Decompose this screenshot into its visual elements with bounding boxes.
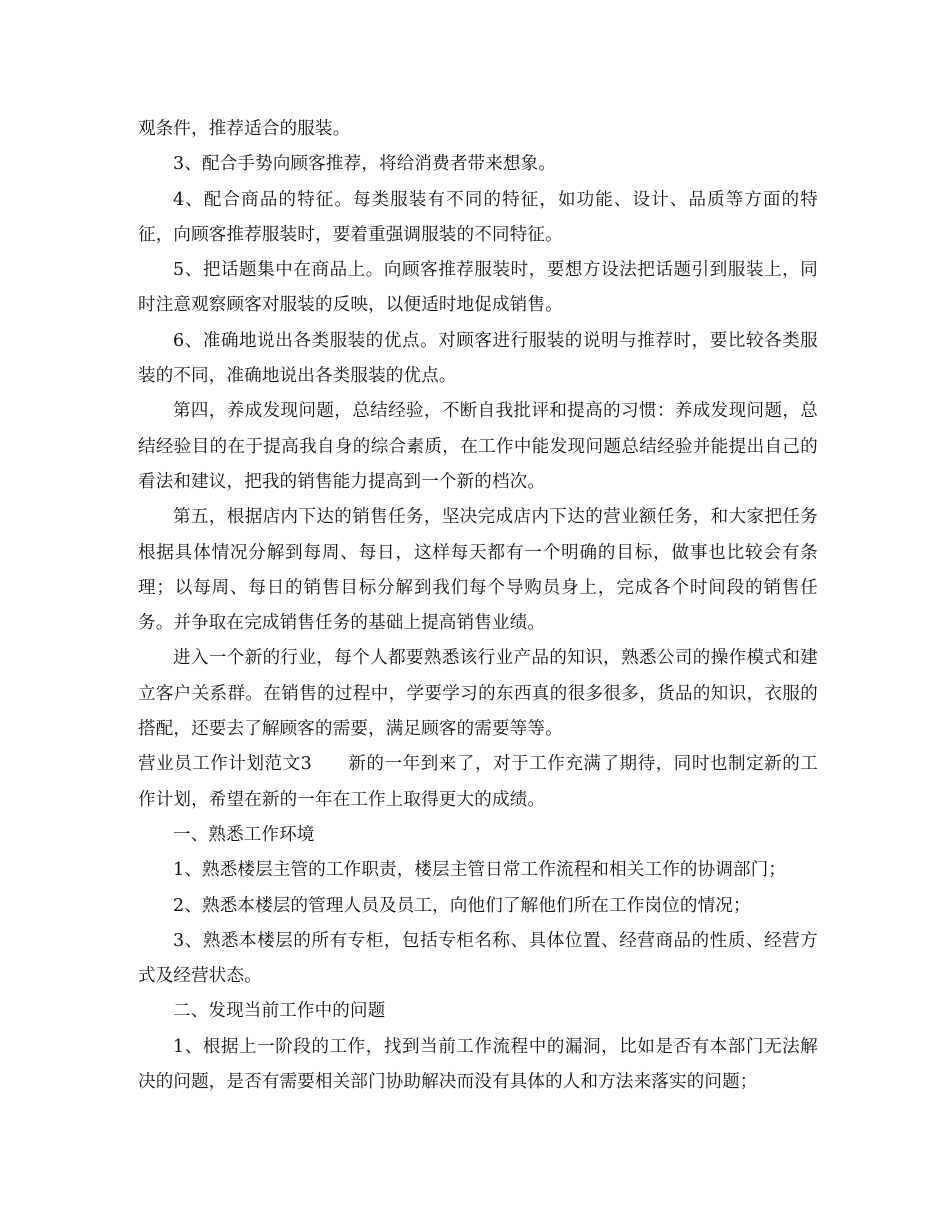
paragraph: 第四，养成发现问题，总结经验，不断自我批评和提高的习惯：养成发现问题，总结经验目的在于提高我自身的综合素质，在工作中能发现问题总结经验并能提出自己的看法和建议，把我的销售能力提高到一个新的档次。 [138,401,818,492]
paragraph: 3、配合手势向顾客推荐，将给消费者带来想象。 [173,154,557,175]
paragraph: 4、配合商品的特征。每类服装有不同的特征，如功能、设计、品质等方面的特征，向顾客推荐服装时，要着重强调服装的不同特征。 [138,189,818,245]
paragraph: 进入一个新的行业，每个人都要熟悉该行业产品的知识，熟悉公司的操作模式和建立客户关系群。在销售的过程中，学要学习的东西真的很多很多，货品的知识，衣服的搭配，还要去了解顾客的需要，满足顾客的需要等等。 [138,648,818,740]
paragraph: 2、熟悉本楼层的管理人员及员工，向他们了解他们所在工作岗位的情况； [173,895,751,916]
section-intro: 新的一年到来了，对于工作充满了期待，同时也制定新的工作计划，希望在新的一年在工作上取得更大的成绩。 [138,754,819,810]
paragraph: 6、准确地说出各类服装的优点。对顾客进行服装的说明与推荐时，要比较各类服装的不同，准确地说出各类服装的优点。 [138,330,818,387]
paragraph: 3、熟悉本楼层的所有专柜，包括专柜名称、具体位置、经营商品的性质、经营方式及经营状态。 [138,930,818,987]
paragraph: 5、把话题集中在商品上。向顾客推荐服装时，要想方设法把话题引到服装上，同时注意观察顾客对服装的反映，以便适时地促成销售。 [138,260,818,316]
subheading: 二、发现当前工作中的问题 [173,1001,386,1022]
section-title: 营业员工作计划范文3 [138,754,313,775]
paragraph: 1、根据上一阶段的工作，找到当前工作流程中的漏洞，比如是否有本部门无法解决的问题，是否有需要相关部门协助解决而没有具体的人和方法来落实的问题； [138,1036,818,1093]
paragraph: 第五，根据店内下达的销售任务，坚决完成店内下达的营业额任务，和大家把任务根据具体情况分解到每周、每日，这样每天都有一个明确的目标，做事也比较会有条理；以每周、每日的销售目标分解到我们每个导购员身上，完成各个时间段的销售任务。并争取在完成销售任务的基础上提高销售业绩。 [138,507,818,634]
section-heading-paragraph [138,747,818,818]
subheading: 一、熟悉工作环境 [173,824,315,845]
document-body [138,112,818,1100]
paragraph: 1、熟悉楼层主管的工作职责，楼层主管日常工作流程和相关工作的协调部门； [173,860,787,881]
paragraph: 观条件，推荐适合的服装。 [138,119,351,139]
